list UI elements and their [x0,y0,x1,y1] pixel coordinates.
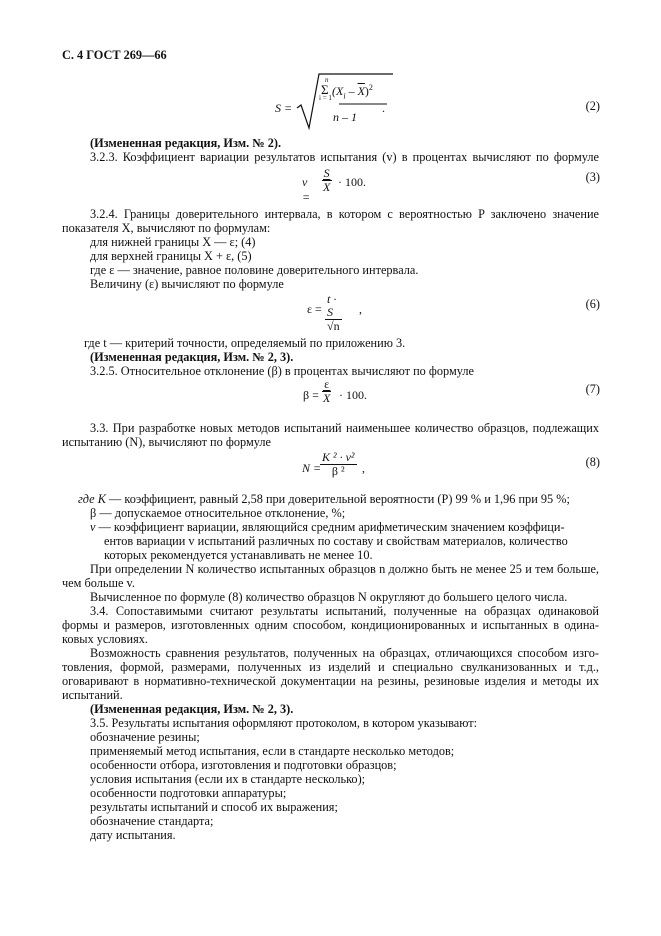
list-item: особенности подготовки аппаратуры; [90,786,287,800]
formula-2-number: (2) [585,99,600,113]
paragraph-possibility-cont: испытаний. [62,688,123,702]
paragraph-3-4-cont: формы и размеров, изготовленных одним способом, кондиционированных и испытанных в одина- [62,618,599,632]
t-definition: где t — критерий точности, определяемый по приложению 3. [84,336,406,350]
paragraph-possibility: Возможность сравнения результатов, полученных на образцах, отличающихся способом изго- [90,646,599,660]
list-item: условия испытания (если их в стандарте несколько); [90,772,366,786]
paragraph-possibility-cont: товления, формой, размерами, полученных из изделий и специально свулканизованных и т.д., [62,660,599,674]
paragraph-round: Вычисленное по формуле (8) количество образцов N округляют до большего целого числа. [90,590,568,604]
list-item: дату испытания. [90,828,176,842]
def-K: где K — коэффициент, равный 2,58 при доверительной вероятности (P) 99 % и 1,96 при 95 %; [78,492,570,506]
amendment-note: (Измененная редакция, Изм. № 2). [90,136,282,150]
paragraph-3-2-3: 3.2.3. Коэффициент вариации результатов испытания (v) в процентах вычисляют по формуле [90,150,599,164]
paragraph-3-2-5: 3.2.5. Относительное отклонение (β) в процентах вычисляют по формуле [90,364,474,378]
paragraph-3-4-cont: ковых условиях. [62,632,148,646]
paragraph-3-2-4-cont: показателя X, вычисляют по формулам: [62,221,271,235]
amendment-note: (Измененная редакция, Изм. № 2, 3). [90,702,294,716]
def-v: v — коэффициент вариации, являющийся средним арифметическим значением коэффици- [90,520,565,534]
formula-3-number: (3) [585,170,600,184]
list-item: обозначение резины; [90,730,200,744]
formula-7-number: (7) [585,382,600,396]
list-item: особенности отбора, изготовления и подготовки образцов; [90,758,397,772]
page-header: С. 4 ГОСТ 269—66 [62,48,167,62]
paragraph-3-5: 3.5. Результаты испытания оформляют протоколом, в котором указывают: [90,716,478,730]
paragraph-N: При определении N количество испытанных образцов n должно быть не менее 25 и тем больше, [90,562,599,576]
def-v-cont: ентов вариации v испытаний различных по составу и свойствам материалов, количество [104,534,568,548]
formula-2-body: $(X_i - \overline{X})^2$ [332,83,373,101]
paragraph-3-4: 3.4. Сопоставимыми считают результаты испытаний, полученные на образцах одинаковой [90,604,599,618]
formula-2: S = n Σ i = 1 $(X_i - \overline{X})^2$ n – 1 . [275,72,395,132]
upper-bound: для верхней границы X + ε, (5) [90,249,252,263]
paragraph-possibility-cont: оговаривают в нормативно-технической документации на резины, резиновые изделия и методы их [62,674,599,688]
paragraph-N-cont: чем больше v. [62,576,135,590]
paragraph-3-2-4: 3.2.4. Границы доверительного интервала, в котором с вероятностью P заключено значение [90,207,599,221]
paragraph-3-3: 3.3. При разработке новых методов испытаний наименьшее количество образцов, подлежащих [90,421,599,435]
epsilon-definition: где ε — значение, равное половине доверительного интервала. [90,263,419,277]
paragraph-3-3-cont: испытанию (N), вычисляют по формуле [62,435,271,449]
def-v-cont: которых рекомендуется устанавливать не менее 10. [104,548,373,562]
list-item: результаты испытаний и способ их выражения; [90,800,338,814]
amendment-note: (Измененная редакция, Изм. № 2, 3). [90,350,294,364]
formula-6-number: (6) [585,297,600,311]
def-beta: β — допускаемое относительное отклонение, %; [90,506,346,520]
lower-bound: для нижней границы X — ε; (4) [90,235,256,249]
epsilon-calc: Величину (ε) вычисляют по формуле [90,277,284,291]
list-item: обозначение стандарта; [90,814,214,828]
formula-8-number: (8) [585,455,600,469]
list-item: применяемый метод испытания, если в стандарте несколько методов; [90,744,455,758]
